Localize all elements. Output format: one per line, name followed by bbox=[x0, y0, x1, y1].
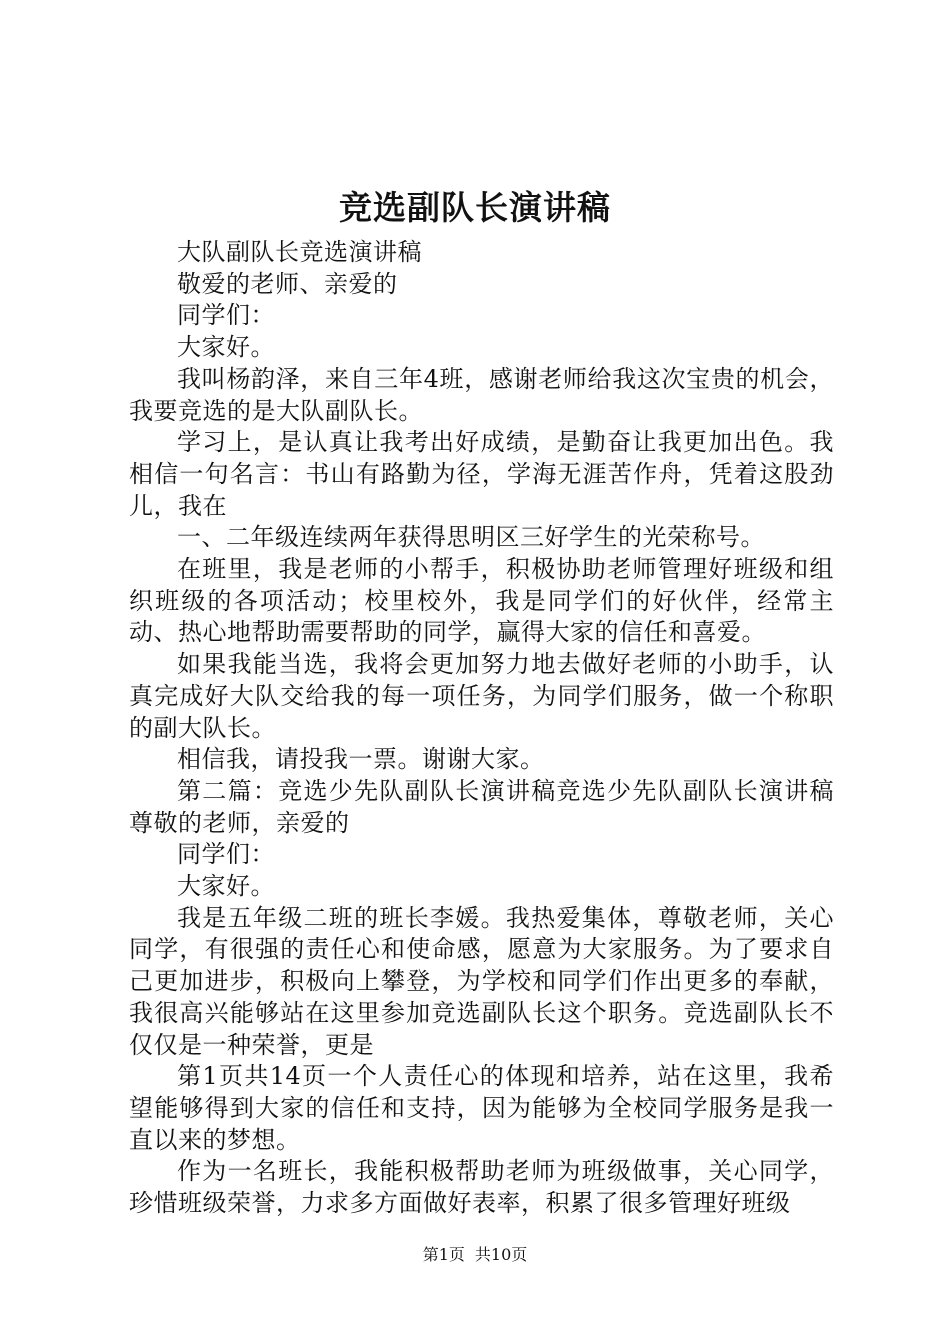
paragraph: 第二篇：竞选少先队副队长演讲稿竞选少先队副队长演讲稿尊敬的老师，亲爱的 bbox=[129, 776, 834, 837]
paragraph: 在班里，我是老师的小帮手，积极协助老师管理好班级和组织班级的各项活动；校里校外，我是同学们的好伙伴，经常主动、热心地帮助需要帮助的同学，赢得大家的信任和喜爱。 bbox=[129, 555, 834, 647]
paragraph: 同学们： bbox=[177, 301, 275, 330]
paragraph: 敬爱的老师、亲爱的 bbox=[177, 269, 398, 298]
page-footer bbox=[0, 1244, 950, 1266]
paragraph: 大家好。 bbox=[177, 333, 275, 362]
page-number: 第1页 bbox=[422, 1245, 465, 1264]
paragraph: 学习上，是认真让我考出好成绩，是勤奋让我更加出色。我相信一句名言：书山有路勤为径，学海无涯苦作舟，凭着这股劲儿，我在 bbox=[129, 428, 834, 520]
paragraph: 相信我，请投我一票。谢谢大家。 bbox=[177, 745, 545, 774]
paragraph: 大队副队长竞选演讲稿 bbox=[177, 238, 422, 266]
paragraph: 作为一名班长，我能积极帮助老师为班级做事，关心同学，珍惜班级荣誉，力求多方面做好表率，积累了很多管理好班级 bbox=[129, 1157, 834, 1218]
paragraph: 我叫杨韵泽，来自三年4班，感谢老师给我这次宝贵的机会，我要竞选的是大队副队长。 bbox=[129, 364, 834, 425]
document-body bbox=[129, 237, 834, 1220]
paragraph: 如果我能当选，我将会更加努力地去做好老师的小助手，认真完成好大队交给我的每一项任务，为同学们服务，做一个称职的副大队长。 bbox=[129, 650, 834, 742]
paragraph: 同学们： bbox=[177, 840, 275, 869]
paragraph: 我是五年级二班的班长李媛。我热爱集体，尊敬老师，关心同学，有很强的责任心和使命感，愿意为大家服务。为了要求自己更加进步，积极向上攀登，为学校和同学们作出更多的奉献，我很高兴能够站在这里参加竞选副队长这个职务。竞选副队长不仅仅是一种荣誉，更是 bbox=[129, 903, 834, 1059]
paragraph: 一、二年级连续两年获得思明区三好学生的光荣称号。 bbox=[177, 523, 765, 552]
paragraph: 第1页共14页一个人责任心的体现和培养，站在这里，我希望能够得到大家的信任和支持，因为能够为全校同学服务是我一直以来的梦想。 bbox=[129, 1062, 834, 1154]
page-total: 共10页 bbox=[474, 1245, 528, 1264]
paragraph: 大家好。 bbox=[177, 872, 275, 901]
document-title: 竞选副队长演讲稿 bbox=[339, 188, 611, 227]
